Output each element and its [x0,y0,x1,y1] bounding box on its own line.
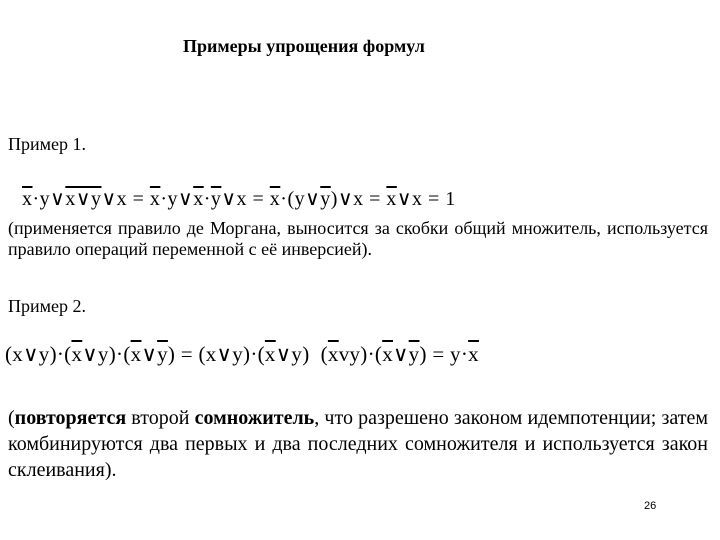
inverted-term: $\overline{x}$ [264,342,276,366]
formula-token: ∨ [221,188,237,210]
formula-token: ∨ [337,188,354,210]
formula-token: x [116,188,128,210]
inverted-term: $\overline{x}$ [193,188,204,210]
formula-token: ∨y) ( [275,342,328,366]
formula-token: · [280,188,288,210]
inverted-term: $\overline{x}$ [269,188,281,210]
formula-token: · [203,188,211,210]
inverted-term: $\overline{x}$ [327,342,339,366]
inverted-term: x∨y [65,188,102,210]
formula-token: ) = (x∨y)·( [167,342,265,366]
inverted-term: $\overline{x}$ [382,342,393,366]
formula-token: · [160,188,168,210]
inverted-term: $\overline{x}$ [130,342,142,366]
formula-token: y [39,188,51,210]
example-2-formula [5,342,479,367]
inverted-term: $\overline{x}$ [22,188,33,210]
formula-token: ∨ [393,342,409,366]
formula-token: ∨y)·( [82,342,131,366]
example-2-explanation [8,405,708,483]
explanation-text: , что разрешено законом идемпотенции; затем комбинируются два первых и два последних сомножителя и используется закон склеивания). [8,407,709,481]
example-1-label: Пример 1. [8,134,87,154]
formula-token: ∨ [50,188,66,210]
formula-token: = [247,188,270,210]
inverted-term: $\overline{x}$ [386,188,397,210]
formula-token: ∨ [141,342,158,366]
formula-token: (y∨ [287,188,321,210]
formula-token: vy)·( [338,342,383,366]
explanation-bold-text: повторяется [14,407,127,429]
example-2-label: Пример 2. [8,296,87,316]
formula-token: (x∨y)·( [5,342,72,366]
formula-token: ∨ [396,188,412,210]
inverted-term: $\overline{x}$ [149,188,161,210]
inverted-term: $\overline{x}$ [71,342,83,366]
inverted-term: $\overline{y}$ [210,188,222,210]
inverted-term: $\overline{x}$ [468,342,479,366]
explanation-text: второй [126,407,195,429]
formula-token: ) [330,188,338,210]
formula-token: ∨ [101,188,117,210]
explanation-bold-text: сомножитель [194,407,315,429]
inverted-term: $\overline{y}$ [320,188,331,210]
formula-token: y [167,188,179,210]
formula-token: ) = y· [419,342,469,366]
page-number: 26 [644,500,657,512]
example-1-formula [22,186,456,211]
explanation-text: ( [8,407,15,429]
formula-token: · [32,188,40,210]
example-1-explanation: (применяется правило де Моргана, выносится за скобки общий множитель, используется правило операций переменной с её инверсией). [8,218,708,259]
formula-token: = [363,188,387,210]
formula-token: = 1 [422,188,456,210]
inverted-term: $\overline{y}$ [157,342,168,366]
inverted-term: $\overline{y}$ [408,342,420,366]
formula-token: ∨ [178,188,194,210]
formula-token: x [353,188,364,210]
formula-token: x [412,188,423,210]
page-title: Примеры упрощения формул [183,36,425,56]
formula-token: x [236,188,247,210]
formula-token: = [127,188,150,210]
